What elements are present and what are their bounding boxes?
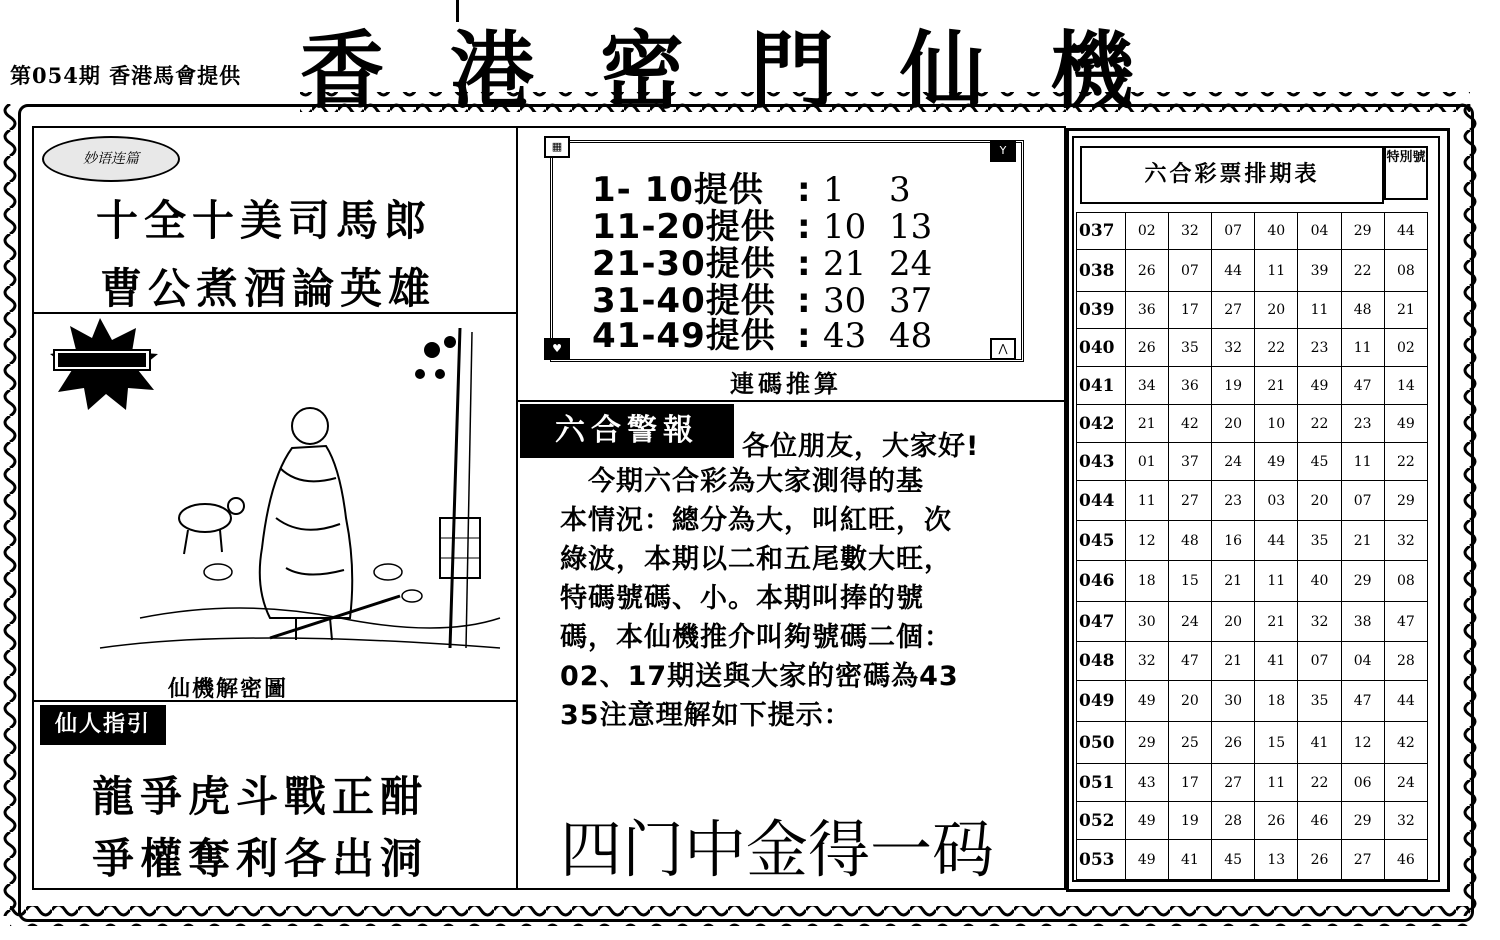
number-cell: 49: [1255, 443, 1298, 481]
tree-icon: [415, 328, 480, 648]
table-row: [1077, 405, 1428, 443]
period-cell: 037: [1077, 213, 1126, 250]
alert-body-line: 碼，本仙機推介叫夠號碼二個：: [560, 622, 952, 653]
number-cell: 20: [1212, 405, 1255, 443]
number-cell: 12: [1125, 521, 1168, 561]
number-cell: 11: [1298, 292, 1341, 329]
alert-body-line: 02、17期送與大家的密碼為43: [560, 661, 959, 692]
lianma-colon: :: [797, 170, 811, 210]
period-cell: 044: [1077, 481, 1126, 521]
number-cell: 23: [1298, 329, 1341, 367]
number-cell: 03: [1255, 481, 1298, 521]
number-cell: 11: [1341, 443, 1384, 481]
number-cell: 21: [1341, 521, 1384, 561]
number-cell: 49: [1125, 681, 1168, 722]
number-cell: 49: [1298, 367, 1341, 405]
lianma-number: 1: [823, 170, 845, 210]
section-oval-label: 妙语连篇: [42, 136, 180, 182]
number-cell: 16: [1212, 521, 1255, 561]
number-cell: 22: [1255, 329, 1298, 367]
special-number-label: 特別號: [1384, 146, 1428, 200]
special-number-cell: 49: [1384, 405, 1427, 443]
number-cell: 36: [1125, 292, 1168, 329]
number-cell: 24: [1212, 443, 1255, 481]
lianma-number: 30: [823, 281, 867, 321]
number-cell: 42: [1168, 405, 1211, 443]
special-number-cell: 21: [1384, 292, 1427, 329]
middle-divider: [516, 400, 1064, 402]
table-row: [1077, 602, 1428, 642]
special-number-cell: 08: [1384, 250, 1427, 292]
number-cell: 35: [1298, 681, 1341, 722]
number-cell: 27: [1212, 764, 1255, 802]
guide-line-1: 龍爭虎斗戰正酣: [92, 772, 429, 821]
number-cell: 29: [1341, 561, 1384, 602]
period-cell: 049: [1077, 681, 1126, 722]
number-cell: 41: [1168, 840, 1211, 880]
number-cell: 19: [1212, 367, 1255, 405]
number-cell: 27: [1212, 292, 1255, 329]
number-cell: 29: [1341, 802, 1384, 840]
number-cell: 23: [1341, 405, 1384, 443]
number-cell: 41: [1255, 642, 1298, 681]
table-row: [1077, 681, 1428, 722]
corner-bl-icon: ♥: [544, 338, 570, 360]
number-cell: 01: [1125, 443, 1168, 481]
monk-figure-icon: [260, 408, 352, 640]
special-number-cell: 42: [1384, 722, 1427, 764]
number-cell: 18: [1255, 681, 1298, 722]
special-number-cell: 44: [1384, 213, 1427, 250]
special-number-cell: 08: [1384, 561, 1427, 602]
number-cell: 20: [1255, 292, 1298, 329]
number-cell: 49: [1125, 840, 1168, 880]
lianma-caption: 連碼推算: [730, 370, 842, 398]
number-cell: 11: [1125, 481, 1168, 521]
period-cell: 040: [1077, 329, 1126, 367]
number-cell: 29: [1341, 213, 1384, 250]
table-row: [1077, 481, 1428, 521]
period-cell: 050: [1077, 722, 1126, 764]
number-cell: 02: [1125, 213, 1168, 250]
alert-greeting: 各位朋友，大家好!: [742, 431, 980, 462]
corner-tr-icon: Y: [990, 140, 1016, 162]
table-row: [1077, 722, 1428, 764]
table-row: [1077, 213, 1428, 250]
number-cell: 34: [1125, 367, 1168, 405]
number-cell: 11: [1255, 561, 1298, 602]
number-cell: 10: [1255, 405, 1298, 443]
number-cell: 21: [1212, 561, 1255, 602]
number-cell: 44: [1212, 250, 1255, 292]
number-cell: 11: [1341, 329, 1384, 367]
number-cell: 36: [1168, 367, 1211, 405]
number-cell: 38: [1341, 602, 1384, 642]
period-cell: 038: [1077, 250, 1126, 292]
number-cell: 26: [1255, 802, 1298, 840]
alert-body-line: 特碼號碼、小。本期叫捧的號: [560, 583, 924, 614]
number-cell: 26: [1125, 329, 1168, 367]
number-cell: 23: [1212, 481, 1255, 521]
number-cell: 46: [1298, 802, 1341, 840]
alert-body: [560, 462, 1040, 735]
guide-line-2: 爭權奪利各出洞: [92, 834, 429, 883]
number-cell: 35: [1168, 329, 1211, 367]
number-cell: 29: [1125, 722, 1168, 764]
number-cell: 21: [1255, 602, 1298, 642]
corner-tl-icon: ▦: [544, 136, 570, 158]
number-cell: 47: [1168, 642, 1211, 681]
table-row: [1077, 443, 1428, 481]
table-row: [1077, 642, 1428, 681]
poem-line-2: 曹公煮酒論英雄: [100, 264, 437, 313]
lianma-number: 3: [889, 170, 911, 210]
lianma-number: 13: [889, 207, 933, 247]
number-cell: 26: [1125, 250, 1168, 292]
number-cell: 47: [1341, 367, 1384, 405]
period-cell: 039: [1077, 292, 1126, 329]
special-number-cell: 29: [1384, 481, 1427, 521]
lianma-number: 37: [889, 281, 933, 321]
period-cell: 046: [1077, 561, 1126, 602]
lianma-range: 21-30提供: [592, 244, 776, 284]
special-number-cell: 02: [1384, 329, 1427, 367]
number-cell: 35: [1298, 521, 1341, 561]
number-cell: 45: [1298, 443, 1341, 481]
number-cell: 06: [1341, 764, 1384, 802]
table-row: [1077, 840, 1428, 880]
number-cell: 04: [1298, 213, 1341, 250]
number-cell: 19: [1168, 802, 1211, 840]
monk-illustration: [40, 318, 510, 658]
special-number-cell: 47: [1384, 602, 1427, 642]
slogan: 四门中金得一码: [560, 813, 995, 886]
number-cell: 48: [1168, 521, 1211, 561]
poem-line-1: 十全十美司馬郎: [96, 196, 433, 245]
number-cell: 22: [1341, 250, 1384, 292]
number-cell: 41: [1298, 722, 1341, 764]
table-row: [1077, 250, 1428, 292]
lianma-number: 43: [823, 316, 867, 356]
guide-tag: 仙人指引: [40, 705, 166, 745]
table-row: [1077, 802, 1428, 840]
special-number-cell: 24: [1384, 764, 1427, 802]
number-cell: 49: [1125, 802, 1168, 840]
number-cell: 21: [1212, 642, 1255, 681]
lianma-number: 21: [823, 244, 867, 284]
lianma-range: 31-40提供: [592, 281, 776, 321]
number-cell: 20: [1168, 681, 1211, 722]
number-cell: 28: [1212, 802, 1255, 840]
number-cell: 47: [1341, 681, 1384, 722]
period-cell: 047: [1077, 602, 1126, 642]
table-row: [1077, 329, 1428, 367]
number-cell: 13: [1255, 840, 1298, 880]
corner-br-icon: ⋀: [990, 338, 1016, 360]
number-cell: 32: [1212, 329, 1255, 367]
special-number-cell: 32: [1384, 802, 1427, 840]
number-cell: 30: [1212, 681, 1255, 722]
special-number-cell: 22: [1384, 443, 1427, 481]
lianma-colon: :: [797, 207, 811, 247]
special-number-cell: 28: [1384, 642, 1427, 681]
alert-body-line: 綠波，本期以二和五尾數大旺，: [560, 544, 952, 575]
number-cell: 17: [1168, 292, 1211, 329]
number-cell: 07: [1168, 250, 1211, 292]
number-cell: 39: [1298, 250, 1341, 292]
lianma-colon: :: [797, 281, 811, 321]
number-cell: 20: [1212, 602, 1255, 642]
alert-body-line: 今期六合彩為大家測得的基: [560, 466, 924, 497]
period-cell: 043: [1077, 443, 1126, 481]
special-number-cell: 32: [1384, 521, 1427, 561]
number-cell: 25: [1168, 722, 1211, 764]
alert-body-line: 35注意理解如下提示：: [560, 700, 852, 731]
schedule-table: [1076, 212, 1428, 880]
lianma-number: 10: [823, 207, 867, 247]
number-cell: 37: [1168, 443, 1211, 481]
number-cell: 26: [1298, 840, 1341, 880]
number-cell: 43: [1125, 764, 1168, 802]
period-cell: 052: [1077, 802, 1126, 840]
special-number-cell: 44: [1384, 681, 1427, 722]
number-cell: 04: [1341, 642, 1384, 681]
period-cell: 041: [1077, 367, 1126, 405]
starburst-badge-icon: [50, 318, 158, 410]
number-cell: 07: [1341, 481, 1384, 521]
number-cell: 40: [1255, 213, 1298, 250]
number-cell: 44: [1255, 521, 1298, 561]
issue-label: 第054期 香港馬會提供: [10, 63, 242, 88]
number-cell: 40: [1298, 561, 1341, 602]
number-cell: 20: [1298, 481, 1341, 521]
alert-tag: 六合警報: [520, 404, 734, 458]
number-cell: 21: [1125, 405, 1168, 443]
lianma-range: 41-49提供: [592, 316, 776, 356]
number-cell: 26: [1212, 722, 1255, 764]
period-cell: 053: [1077, 840, 1126, 880]
number-cell: 32: [1125, 642, 1168, 681]
lianma-row: [592, 308, 949, 357]
number-cell: 30: [1125, 602, 1168, 642]
table-row: [1077, 561, 1428, 602]
goat-icon: [179, 498, 244, 554]
lianma-range: 1- 10提供: [592, 170, 764, 210]
period-cell: 051: [1077, 764, 1126, 802]
number-cell: 32: [1298, 602, 1341, 642]
period-cell: 048: [1077, 642, 1126, 681]
lianma-colon: :: [797, 244, 811, 284]
number-cell: 48: [1341, 292, 1384, 329]
alert-body-line: 本情況：總分為大，叫紅旺，次: [560, 505, 952, 536]
table-row: [1077, 292, 1428, 329]
period-cell: 042: [1077, 405, 1126, 443]
number-cell: 15: [1168, 561, 1211, 602]
table-row: [1077, 367, 1428, 405]
period-cell: 045: [1077, 521, 1126, 561]
special-number-cell: 14: [1384, 367, 1427, 405]
schedule-title: 六合彩票排期表: [1080, 146, 1384, 204]
table-row: [1077, 521, 1428, 561]
number-cell: 24: [1168, 602, 1211, 642]
lianma-range: 11-20提供: [592, 207, 776, 247]
number-cell: 32: [1168, 213, 1211, 250]
number-cell: 07: [1212, 213, 1255, 250]
page-title: 香港密門仙機: [300, 22, 1201, 120]
number-cell: 11: [1255, 764, 1298, 802]
illustration-caption: 仙機解密圖: [168, 677, 289, 702]
table-row: [1077, 764, 1428, 802]
number-cell: 12: [1341, 722, 1384, 764]
lianma-number: 24: [889, 244, 933, 284]
number-cell: 22: [1298, 405, 1341, 443]
number-cell: 17: [1168, 764, 1211, 802]
lianma-colon: :: [797, 316, 811, 356]
lianma-number: 48: [889, 316, 933, 356]
number-cell: 21: [1255, 367, 1298, 405]
number-cell: 15: [1255, 722, 1298, 764]
number-cell: 27: [1168, 481, 1211, 521]
number-cell: 22: [1298, 764, 1341, 802]
number-cell: 18: [1125, 561, 1168, 602]
number-cell: 11: [1255, 250, 1298, 292]
special-number-cell: 46: [1384, 840, 1427, 880]
number-cell: 27: [1341, 840, 1384, 880]
number-cell: 45: [1212, 840, 1255, 880]
number-cell: 07: [1298, 642, 1341, 681]
